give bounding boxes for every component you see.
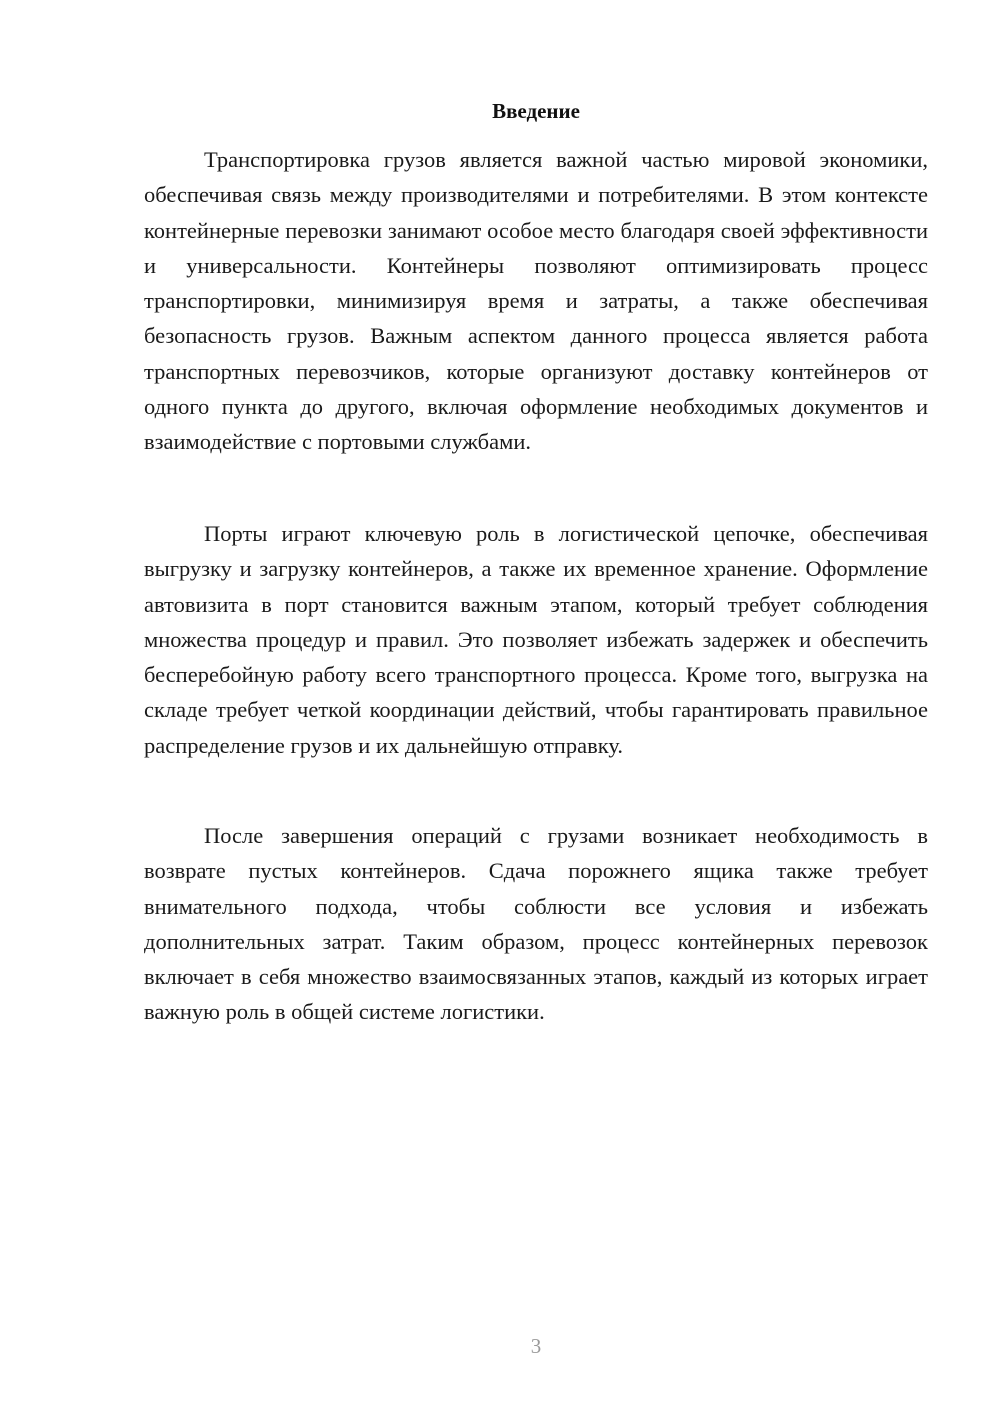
page-number: 3: [530, 1334, 542, 1358]
paragraph-containers-return: После завершения операций с грузами возникает необходимость в возврате пустых контейнеров. Сдача порожнего ящика также требует внимательного подхода, чтобы соблюсти все условия и избежать дополнительных затрат. Таким образом, процесс контейнерных перевозок включает в себя множество взаимосвязанных этапов, каждый из которых играет важную роль в общей системе логистики.: [144, 823, 928, 1025]
paragraph-ports: Порты играют ключевую роль в логистической цепочке, обеспечивая выгрузку и загрузку контейнеров, а также их временное хранение. Оформление автовизита в порт становится важным этапом, который требует соблюдения множества процедур и правил. Это позволяет избежать задержек и обеспечить бесперебойную работу всего транспортного процесса. Кроме того, выгрузка на складе требует четкой координации действий, чтобы гарантировать правильное распределение грузов и их дальнейшую отправку.: [144, 521, 928, 758]
section-title: Введение: [492, 99, 580, 123]
paragraph-intro: Транспортировка грузов является важной частью мировой экономики, обеспечивая связь между производителями и потребителями. В этом контексте контейнерные перевозки занимают особое место благодаря своей эффективности и универсальности. Контейнеры позволяют оптимизировать процесс транспортировки, минимизируя время и затраты, а также обеспечивая безопасность грузов. Важным аспектом данного процесса является работа транспортных перевозчиков, которые организуют доставку контейнеров от одного пункта до другого, включая оформление необходимых документов и взаимодействие с портовыми службами.: [144, 147, 928, 455]
